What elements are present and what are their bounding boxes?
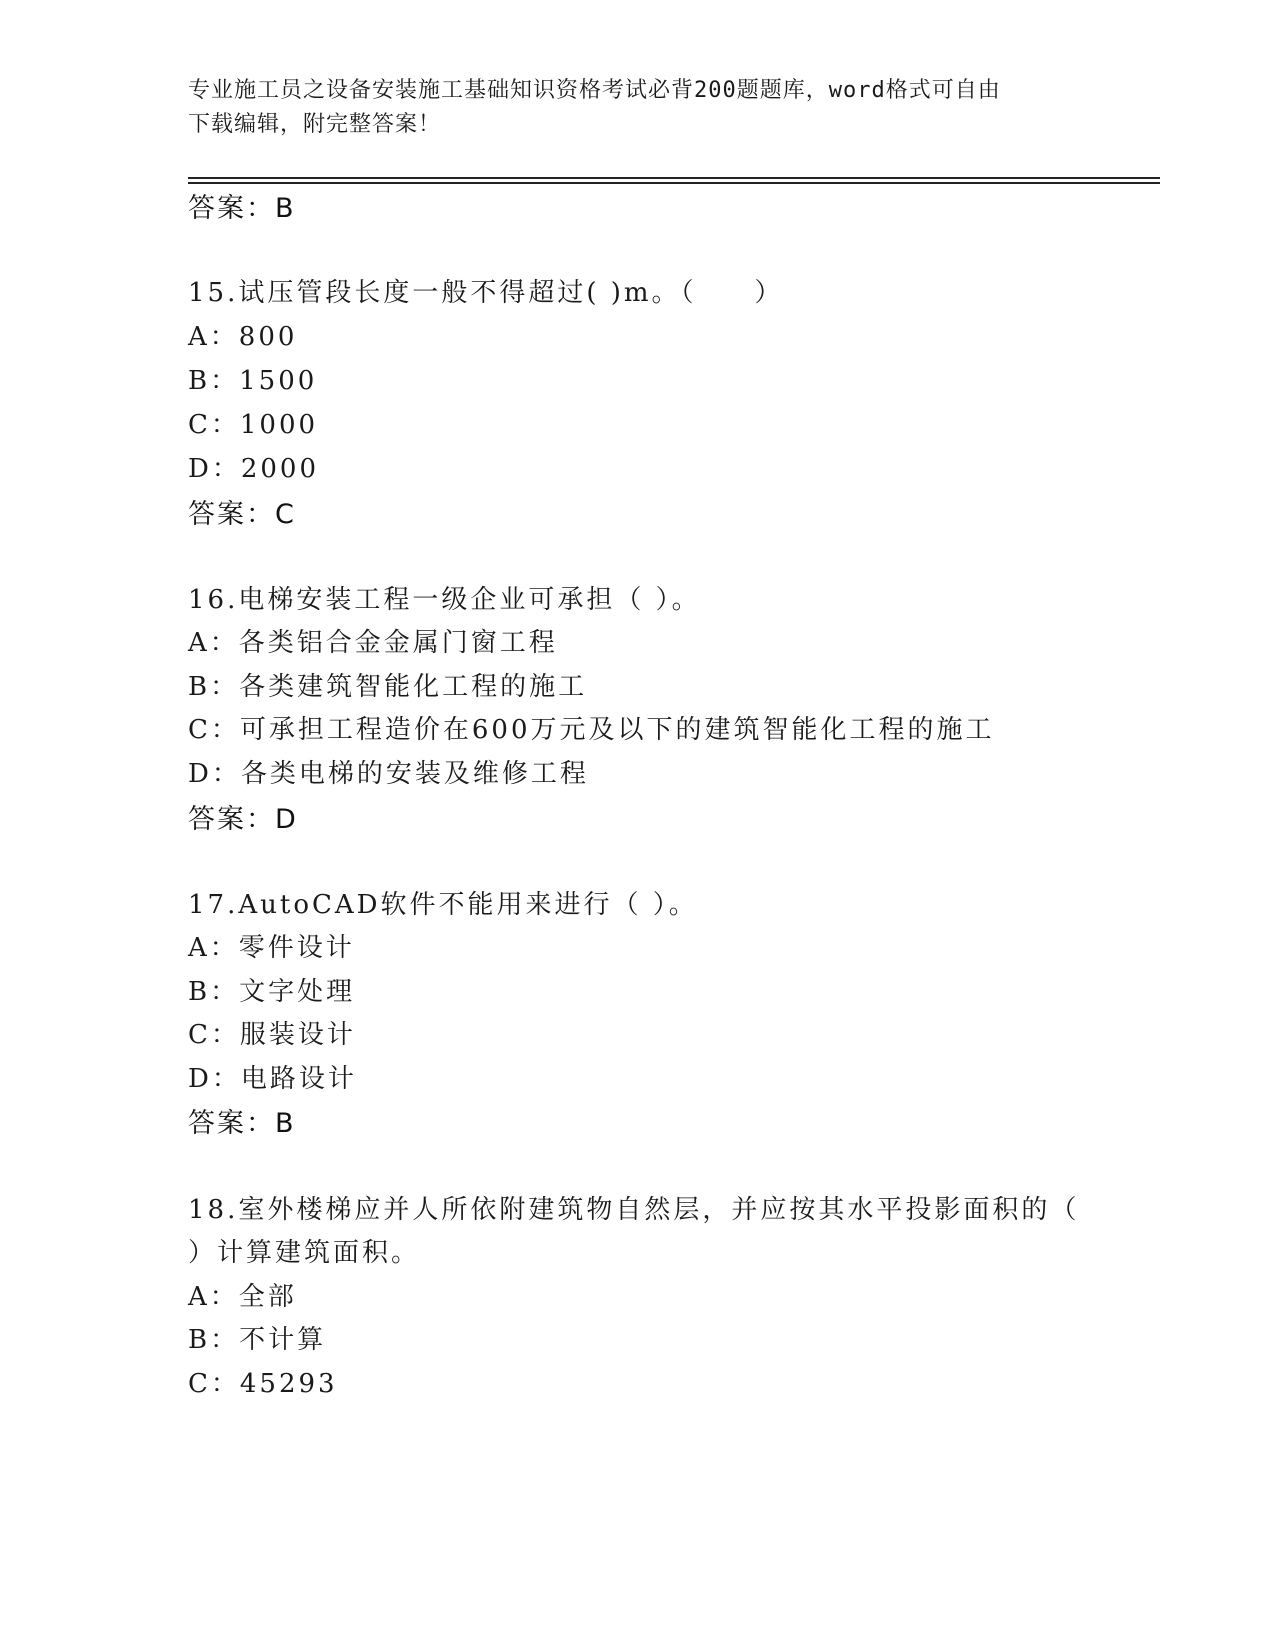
question-18-option-b: B：不计算 — [188, 1325, 327, 1355]
question-18-stem-line-2: ）计算建筑面积。 — [188, 1238, 421, 1268]
question-15-option-b: B：1500 — [188, 366, 318, 396]
document-header — [188, 74, 1088, 142]
question-15-stem: 15.试压管段长度一般不得超过( )m。（ ） — [188, 278, 784, 308]
question-15-option-a: A：800 — [188, 322, 298, 352]
question-18-option-a: A：全部 — [188, 1282, 297, 1312]
question-16-answer: 答案：D — [188, 804, 298, 835]
question-17-option-b: B：文字处理 — [188, 977, 356, 1007]
previous-answer: 答案：B — [188, 193, 296, 224]
question-17-option-a: A：零件设计 — [188, 933, 355, 963]
question-16-option-a: A：各类铝合金金属门窗工程 — [188, 628, 558, 658]
question-15-option-d: D：2000 — [188, 454, 320, 484]
question-18-stem-line-1: 18.室外楼梯应并人所依附建筑物自然层，并应按其水平投影面积的（ — [188, 1195, 1080, 1225]
header-line-1: 专业施工员之设备安装施工基础知识资格考试必背200题题库，word格式可自由 — [188, 78, 1001, 103]
question-16-option-b: B：各类建筑智能化工程的施工 — [188, 672, 588, 702]
question-16-option-d: D：各类电梯的安装及维修工程 — [188, 759, 589, 789]
question-16-option-c: C：可承担工程造价在600万元及以下的建筑智能化工程的施工 — [188, 715, 995, 745]
question-17-option-c: C：服装设计 — [188, 1020, 356, 1050]
question-15-answer: 答案：C — [188, 499, 296, 530]
header-divider-top — [188, 177, 1160, 179]
header-line-2: 下载编辑，附完整答案！ — [188, 112, 442, 137]
question-15-option-c: C：1000 — [188, 410, 319, 440]
question-16-stem: 16.电梯安装工程一级企业可承担（ ）。 — [188, 585, 701, 615]
question-18-option-c: C：45293 — [188, 1369, 338, 1399]
question-17-answer: 答案：B — [188, 1108, 296, 1139]
question-17-option-d: D：电路设计 — [188, 1064, 357, 1094]
question-17-stem: 17.AutoCAD软件不能用来进行（ ）。 — [188, 890, 698, 920]
header-divider-bottom — [188, 182, 1160, 184]
